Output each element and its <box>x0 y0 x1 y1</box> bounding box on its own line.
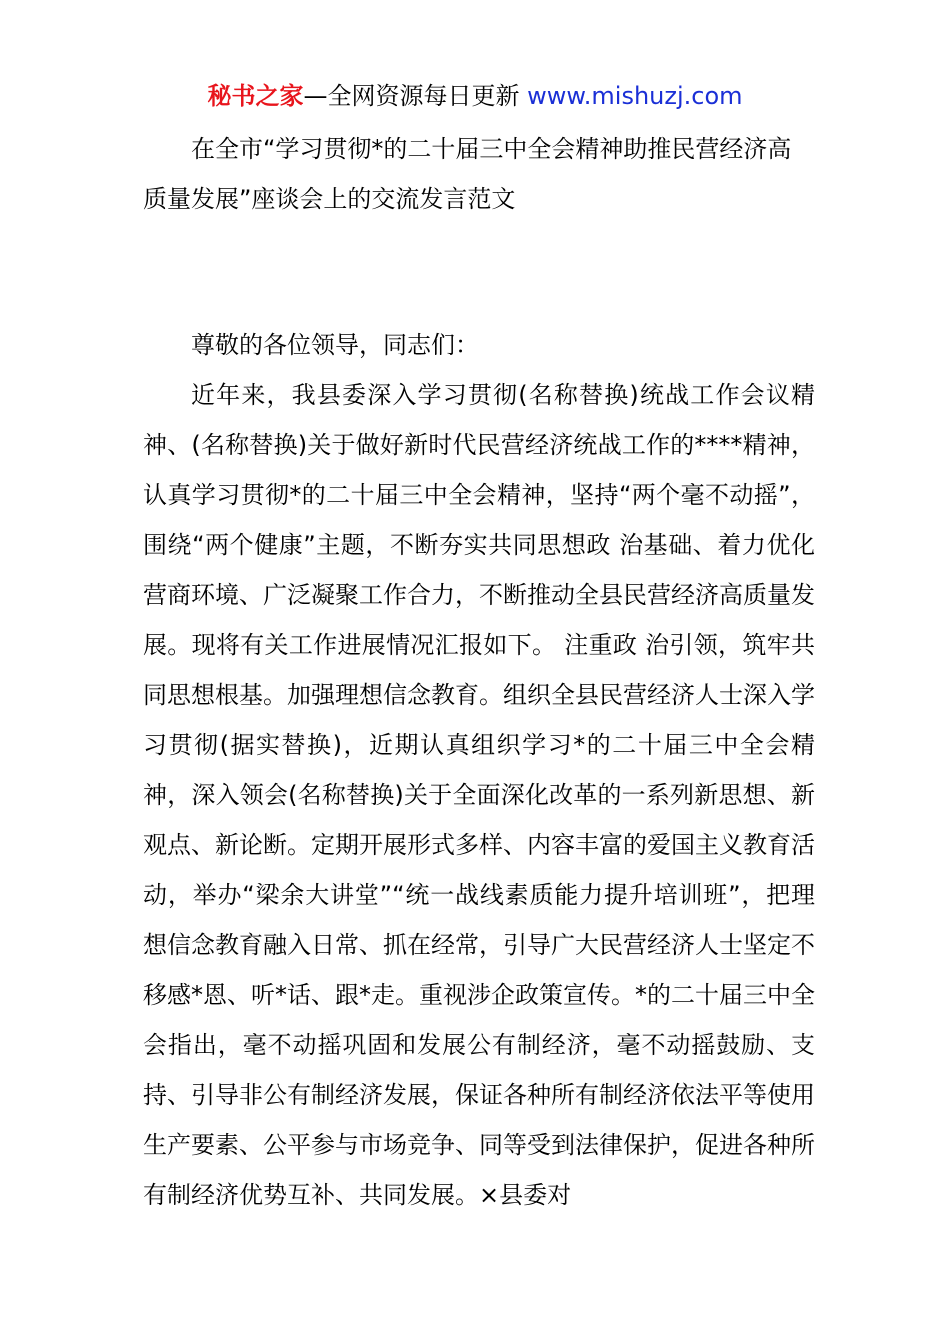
site-url-link[interactable]: www.mishuzj.com <box>527 82 743 110</box>
salutation: 尊敬的各位领导，同志们： <box>191 331 479 359</box>
document-body <box>143 320 815 1220</box>
document-title: 在全市“学习贯彻*的二十届三中全会精神助推民营经济高质量发展”座谈会上的交流发言范文 <box>143 135 792 213</box>
site-header <box>0 80 950 112</box>
site-tagline: —全网资源每日更新 <box>303 82 528 110</box>
body-paragraph: 近年来，我县委深入学习贯彻(名称替换)统战工作会议精神、(名称替换)关于做好新时代民营经济统战工作的****精神，认真学习贯彻*的二十届三中全会精神，坚持“两个毫不动摇”，围绕“两个健康”主题，不断夯实共同思想政 治基础、着力优化营商环境、广泛凝聚工作合力，不断推动全县民营经济高质量发展。现将有关工作进展情况汇报如下。 注重政 治引领，筑牢共同思想根基。加强理想信念教育。组织全县民营经济人士深入学习贯彻(据实替换)，近期认真组织学习*的二十届三中全会精神，深入领会(名称替换)关于全面深化改革的一系列新思想、新观点、新论断。定期开展形式多样、内容丰富的爱国主义教育活动，举办“梁余大讲堂”“统一战线素质能力提升培训班”，把理想信念教育融入日常、抓在经常，引导广大民营经济人士坚定不移感*恩、听*话、跟*走。重视涉企政策宣传。*的二十届三中全会指出，毫不动摇巩固和发展公有制经济，毫不动摇鼓励、支持、引导非公有制经济发展，保证各种所有制经济依法平等使用生产要素、公平参与市场竞争、同等受到法律保护，促进各种所有制经济优势互补、共同发展。×县委对 <box>143 381 815 1209</box>
site-brand: 秘书之家 <box>207 82 304 110</box>
